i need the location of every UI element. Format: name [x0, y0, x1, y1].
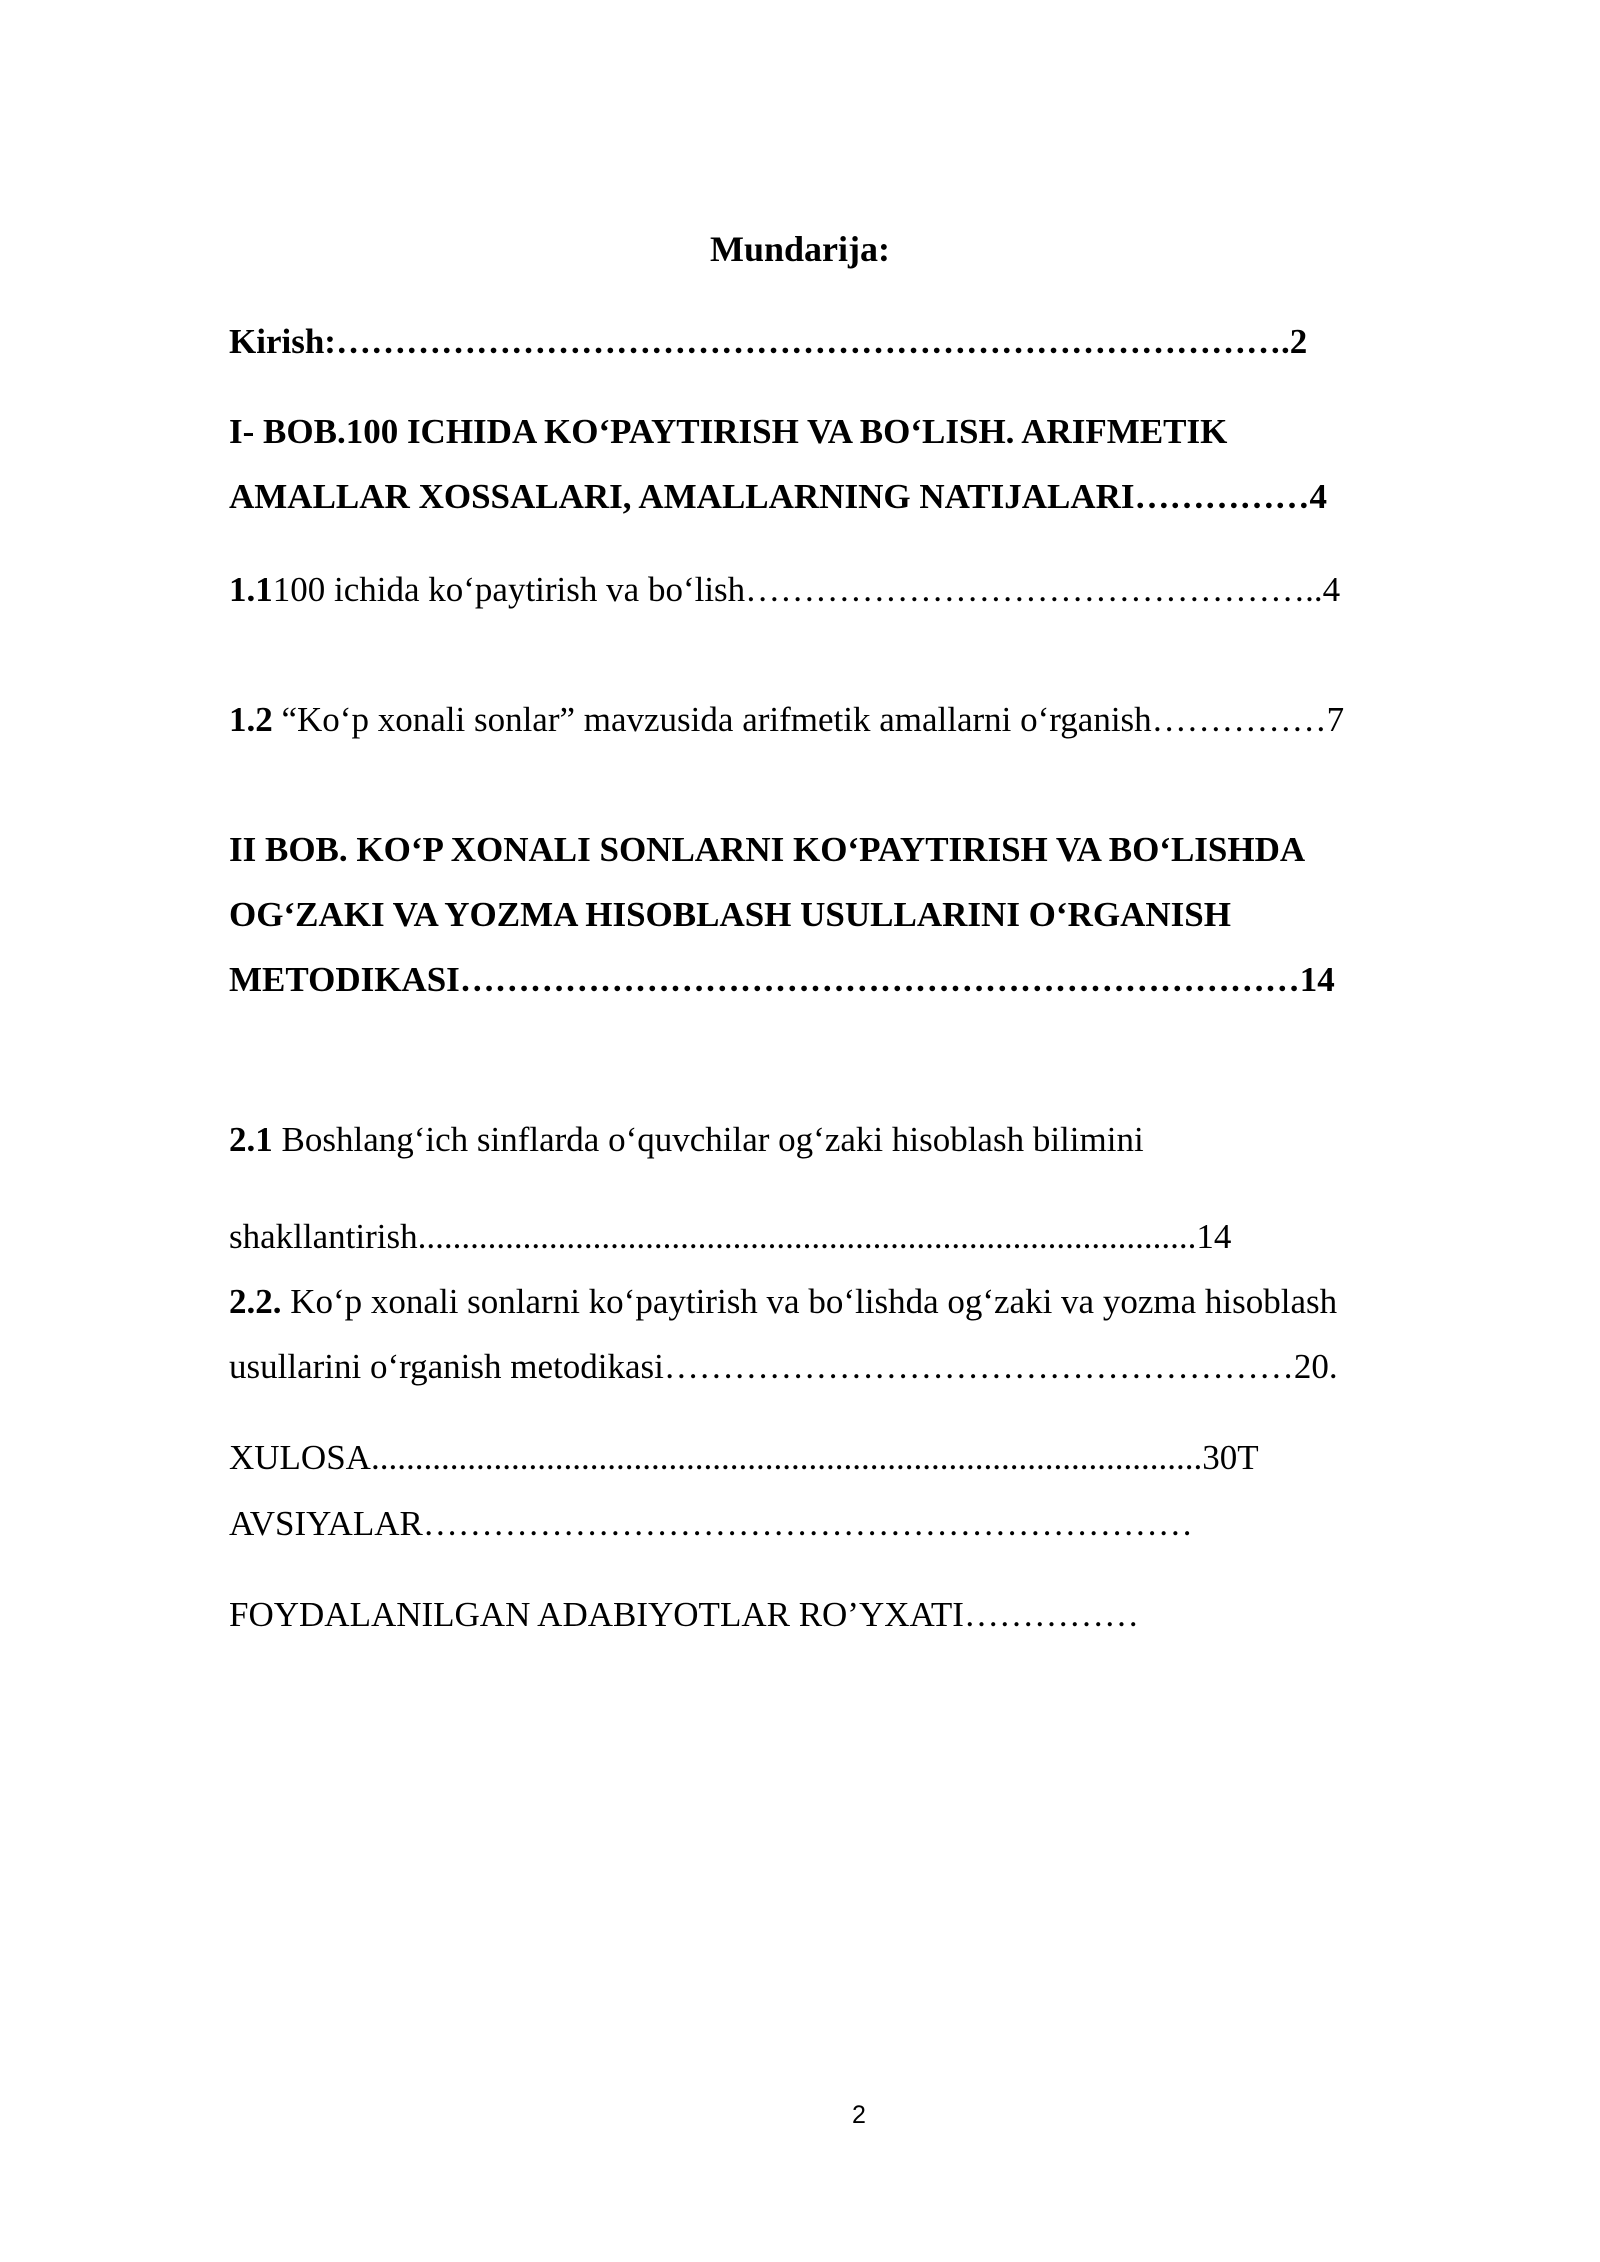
toc-entry-bob1-line2: AMALLAR XOSSALARI, AMALLARNING NATIJALARI……………4 [229, 477, 1328, 516]
toc-entry-section-2-2-cont: usullarini o‘rganish metodikasi………………………………………………20. [229, 1347, 1338, 1386]
toc-entry-xulosa: XULOSA...............................................................................................30T [229, 1438, 1259, 1477]
toc-entry-section-1-2 [229, 698, 1344, 742]
section-title: Ko‘p xonali sonlarni ko‘paytirish va bo‘lishda og‘zaki va yozma hisoblash [281, 1282, 1338, 1321]
page-number: 2 [852, 2101, 866, 2129]
toc-entry-bob2-line3: METODIKASI………………………………………………………………14 [229, 960, 1335, 999]
toc-entry-bob2-line2: OG‘ZAKI VA YOZMA HISOBLASH USULLARINI O‘RGANISH [229, 895, 1231, 934]
section-number: 2.1 [229, 1120, 273, 1159]
toc-entry-section-1-1 [229, 568, 1340, 612]
page-title: Mundarija: [710, 229, 890, 269]
toc-entry-section-2-2 [229, 1280, 1337, 1324]
section-number: 1.2 [229, 700, 273, 739]
toc-entry-tavsiyalar: AVSIYALAR………………………………………………………… [229, 1504, 1193, 1543]
toc-entry-section-2-1-cont: shakllantirish.........................................................................................14 [229, 1217, 1232, 1256]
section-title: 100 ichida ko‘paytirish va bo‘lish…………………………………………..4 [272, 570, 1341, 609]
toc-entry-bob2-line1: II BOB. KO‘P XONALI SONLARNI KO‘PAYTIRISH VA BO‘LISHDA [229, 830, 1306, 869]
toc-entry-adabiyotlar: FOYDALANILGAN ADABIYOTLAR RO’YXATI…………… [229, 1595, 1139, 1634]
toc-entry-kirish: Kirish:……………………………………………………………………….2 [229, 322, 1308, 361]
section-number: 1.1 [229, 570, 273, 609]
toc-entry-section-2-1 [229, 1118, 1144, 1162]
section-number: 2.2. [229, 1282, 282, 1321]
toc-entry-bob1-line1: I- BOB.100 ICHIDA KO‘PAYTIRISH VA BO‘LISH. ARIFMETIK [229, 412, 1228, 451]
section-title: Boshlang‘ich sinflarda o‘quvchilar og‘zaki hisoblash bilimini [272, 1120, 1144, 1159]
section-title: “Ko‘p xonali sonlar” mavzusida arifmetik amallarni o‘rganish……………7 [272, 700, 1345, 739]
